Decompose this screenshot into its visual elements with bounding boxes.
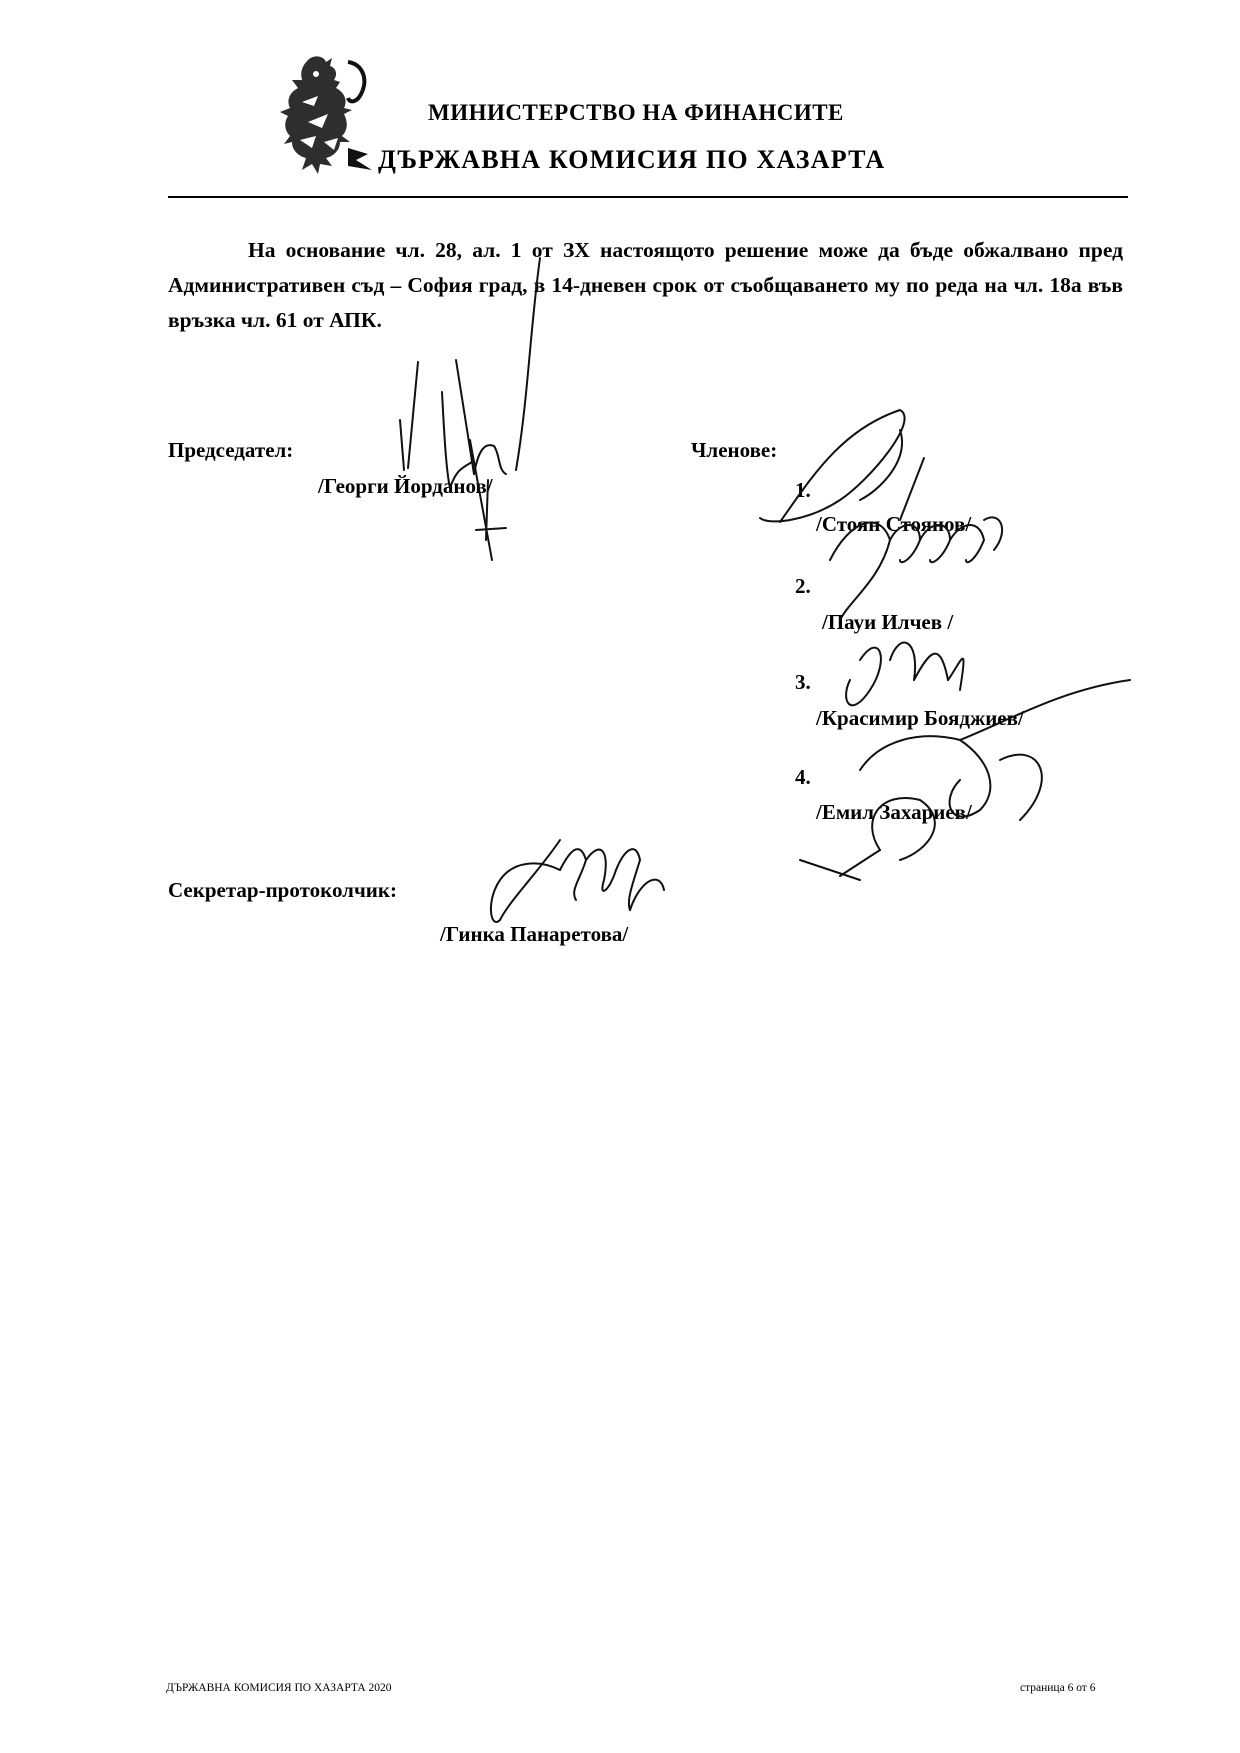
member-4-name: /Емил Захариев/ [816,800,972,824]
footer-organization: ДЪРЖАВНА КОМИСИЯ ПО ХАЗАРТА 2020 [166,1682,392,1694]
secretary-name: /Гинка Панаретова/ [440,922,629,946]
member-3-signature [846,643,964,706]
member-2-number: 2. [795,574,811,598]
member-1-number: 1. [795,478,811,502]
member-3-name: /Красимир Бояджиев/ [816,706,1024,730]
chairman-name: /Георги Йорданов/ [318,474,493,498]
page-number: страница 6 от 6 [1020,1682,1096,1694]
member-2-name: /Пауи Илчев / [822,610,954,634]
header-divider [168,196,1128,198]
members-label: Членове: [691,438,778,462]
secretary-signature [491,840,664,922]
commission-title: ДЪРЖАВНА КОМИСИЯ ПО ХАЗАРТА [378,145,886,174]
member-1-name: /Стоян Стоянов/ [816,512,972,536]
coat-of-arms-lion-icon [278,52,374,180]
member-3-number: 3. [795,670,811,694]
appeal-paragraph: На основание чл. 28, ал. 1 от ЗХ настоящото решение може да бъде обжалвано пред Административен съд – София град, в 14-дневен срок от съобщаването му по реда на чл. 18а във връзка чл. 61 от АПК. [168,238,1123,332]
ministry-title: МИНИСТЕРСТВО НА ФИНАНСИТЕ [428,100,844,125]
member-1-signature [760,410,924,522]
member-4-number: 4. [795,765,811,789]
secretary-label: Секретар-протоколчик: [168,878,397,902]
chairman-label: Председател: [168,438,294,462]
